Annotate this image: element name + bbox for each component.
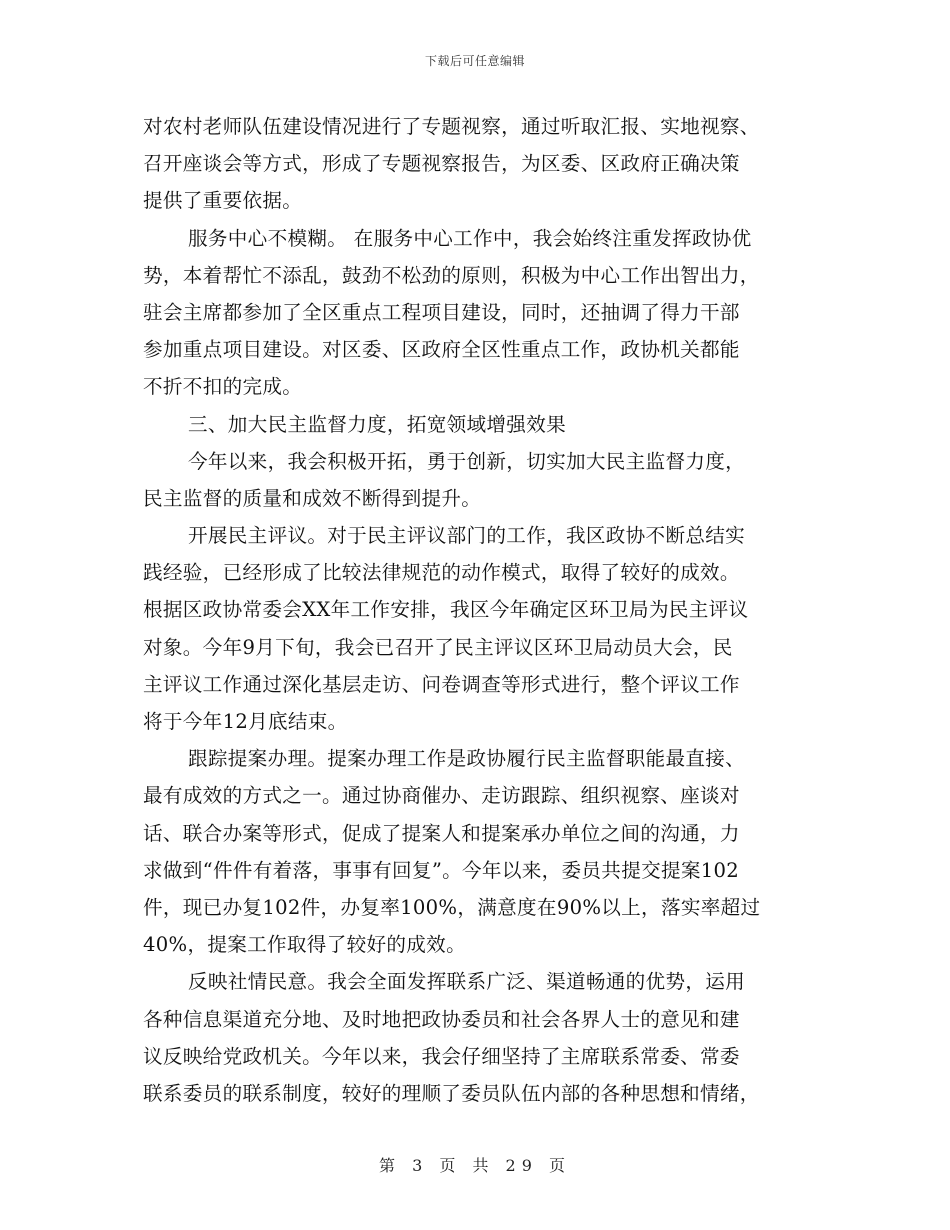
text-line: 参加重点项目建设。对区委、区政府全区性重点工作，政协机关都能 bbox=[143, 338, 740, 362]
text-line: 驻会主席都参加了全区重点工程项目建设，同时，还抽调了得力干部 bbox=[143, 300, 740, 324]
text-line: 反映社情民意。我会全面发挥联系广泛、渠道畅通的优势，运用 bbox=[188, 970, 746, 994]
text-line: 件，现已办复102件，办复率100%，满意度在90%以上，落实率超过 bbox=[143, 895, 761, 919]
text-line: 40%，提案工作取得了较好的成效。 bbox=[143, 933, 466, 957]
text-line: 主评议工作通过深化基层走访、问卷调查等形式进行，整个评议工作 bbox=[143, 672, 740, 696]
page-footer: 第 3 页 共 29 页 bbox=[379, 1156, 571, 1175]
text-line: 践经验，已经形成了比较法律规范的动作模式，取得了较好的成效。 bbox=[143, 561, 740, 585]
text-line: 召开座谈会等方式，形成了专题视察报告，为区委、区政府正确决策 bbox=[143, 152, 740, 176]
text-line: 对农村老师队伍建设情况进行了专题视察，通过听取汇报、实地视察、 bbox=[143, 115, 760, 138]
text-line: 根据区政协常委会XX年工作安排，我区今年确定区环卫局为民主评议 bbox=[143, 598, 749, 622]
text-line: 最有成效的方式之一。通过协商催办、走访跟踪、组织视察、座谈对 bbox=[143, 784, 740, 808]
text-line: 三、加大民主监督力度，拓宽领域增强效果 bbox=[188, 412, 566, 436]
text-line: 势，本着帮忙不添乱，鼓劲不松劲的原则，积极为中心工作出智出力， bbox=[143, 263, 760, 287]
text-line: 今年以来，我会积极开拓，勇于创新，切实加大民主监督力度， bbox=[188, 449, 746, 473]
text-line: 议反映给党政机关。今年以来，我会仔细坚持了主席联系常委、常委 bbox=[143, 1044, 740, 1068]
text-line: 话、联合办案等形式，促成了提案人和提案承办单位之间的沟通，力 bbox=[143, 821, 740, 845]
text-line: 提供了重要依据。 bbox=[143, 189, 303, 213]
text-line: 民主监督的质量和成效不断得到提升。 bbox=[143, 486, 482, 510]
text-line: 对象。今年9月下旬，我会已召开了民主评议区环卫局动员大会，民 bbox=[143, 635, 733, 659]
text-line: 各种信息渠道充分地、及时地把政协委员和社会各界人士的意见和建 bbox=[143, 1007, 740, 1031]
text-line: 开展民主评议。对于民主评议部门的工作，我区政协不断总结实 bbox=[188, 524, 746, 548]
page-header: 下载后可任意编辑 bbox=[424, 54, 525, 68]
document-body bbox=[143, 108, 813, 1112]
text-line: 不折不扣的完成。 bbox=[143, 375, 303, 399]
text-line: 将于今年12月底结束。 bbox=[143, 710, 348, 733]
text-line: 服务中心不模糊。 在服务中心工作中，我会始终注重发挥政协优 bbox=[188, 226, 752, 250]
text-line: 求做到“件件有着落，事事有回复”。今年以来，委员共提交提案102 bbox=[143, 858, 740, 882]
text-line: 联系委员的联系制度，较好的理顺了委员队伍内部的各种思想和情绪， bbox=[143, 1081, 760, 1105]
text-line: 跟踪提案办理。提案办理工作是政协履行民主监督职能最直接、 bbox=[188, 747, 746, 771]
